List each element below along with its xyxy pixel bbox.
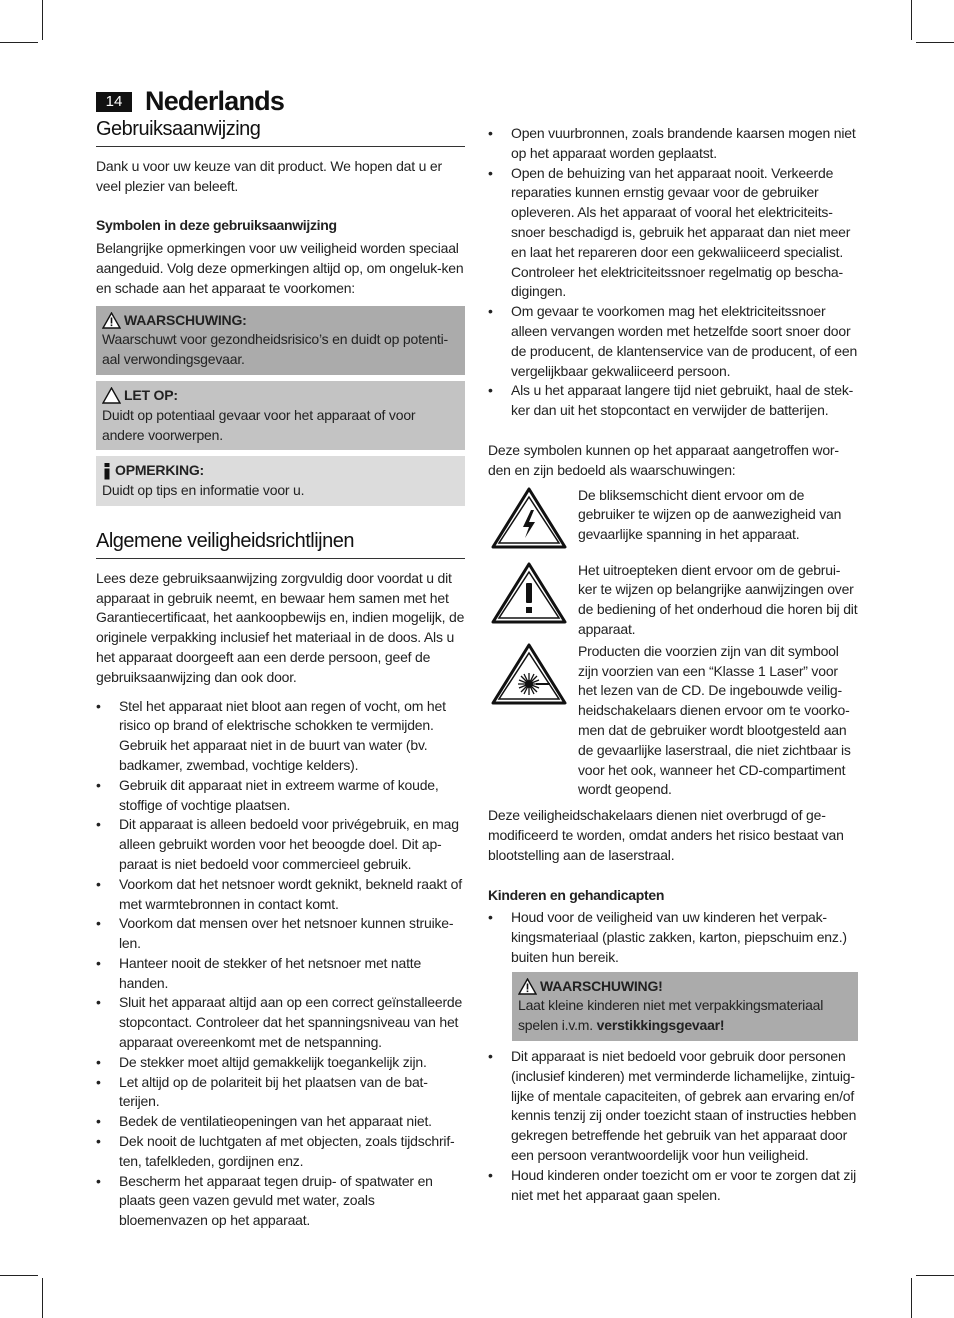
bullet: •	[96, 816, 101, 833]
list-item: • Open de behuizing van het apparaat nooit. Verkeerde reparaties kunnen ernstig gevaar voor de gebruiker opleveren. Als het apparaat of vooral het elektriciteits-snoer beschadigd is, gebruik het apparaat dan niet meer en laat het repareren door een gekwaliiceerd specialist. Controleer het elektriciteitssnoer regelmatig op bescha-digingen.	[488, 164, 851, 300]
bullet: •	[96, 1073, 101, 1090]
list-item: • Bedek de ventilatieopeningen van het apparaat niet.	[96, 1112, 465, 1132]
warning-text: Laat kleine kinderen niet met verpakkingsmateriaal spelen i.v.m. verstikkingsgevaar!	[518, 997, 824, 1034]
bullet: •	[488, 1166, 493, 1183]
crop-mark	[0, 1275, 38, 1276]
lightning-warning-icon	[490, 486, 568, 550]
warning-triangle-icon	[518, 978, 537, 995]
children-list	[488, 908, 858, 967]
subheading: Symbolen in deze gebruiksaanwijzing	[96, 217, 337, 234]
crop-mark	[916, 42, 954, 43]
crop-mark	[42, 1278, 43, 1318]
bullet: •	[488, 382, 493, 399]
list-item: • Stel het apparaat niet bloot aan regen of vocht, om het risico op brand of elektrische schokken te vermijden. Gebruik het apparaat niet in de buurt van water (bv. badkamer, zwembad, vochtige kelders).	[96, 697, 446, 773]
bullet: •	[488, 909, 493, 926]
caution-box	[96, 381, 465, 450]
list-item: • Als u het apparaat langere tijd niet gebruikt, haal de stek-ker dan uit het stopcontact en verwijder de batterijen.	[488, 382, 854, 419]
paragraph: Belangrijke opmerkingen voor uw veiligheid worden speciaal aangeduid. Volg deze opmerkingen altijd op, om ongeluk-ken en schade aan het apparaat te voorkomen:	[96, 240, 464, 296]
bullet: •	[96, 776, 101, 793]
section-title: Algemene veiligheidsrichtlijnen	[96, 532, 465, 559]
bullet: •	[488, 1048, 493, 1065]
note-title: OPMERKING:	[115, 462, 205, 479]
list-item: • De stekker moet altijd gemakkelijk toegankelijk zijn.	[96, 1053, 465, 1073]
list-item: • Houd voor de veiligheid van uw kinderen het verpak-kingsmateriaal (plastic zakken, karton, piepschuim enz.) buiten hun bereik.	[488, 909, 847, 965]
warning-box	[96, 306, 465, 375]
symbol-row	[488, 642, 858, 800]
children-list-continued	[488, 1047, 858, 1205]
list-item: • Dek nooit de luchtgaten af met objecten, zoals tijdschrif-ten, tafelkleden, gordijnen enz.	[96, 1133, 455, 1169]
note-text: Duidt op tips en informatie voor u.	[102, 482, 305, 499]
list-item: • Houd kinderen onder toezicht om er voor te zorgen dat zij niet met het apparaat gaan spelen.	[488, 1166, 857, 1203]
caution-triangle-icon	[102, 387, 121, 404]
list-item: • Open vuurbronnen, zoals brandende kaarsen mogen niet op het apparaat worden geplaatst.	[488, 125, 856, 161]
crop-mark	[916, 1275, 954, 1276]
symbol-row	[488, 486, 858, 550]
list-item: • Om gevaar te voorkomen mag het elektriciteitssnoer alleen vervangen worden met hetzelfde soort snoer door de producent, de klantenservice van de producent, of een vergelijkbaar gekwaliiceerd persoon.	[488, 303, 858, 379]
bullet: •	[96, 954, 101, 971]
section-title: Gebruiksaanwijzing	[96, 120, 465, 147]
symbol-description: Het uitroepteken dient ervoor om de gebrui-ker te wijzen op belangrijke aanwijzingen over de bediening of het onderhoud die horen bij dit apparaat.	[578, 561, 858, 637]
left-column	[96, 120, 465, 1231]
warning-title: WAARSCHUWING:	[124, 311, 247, 328]
paragraph: Deze symbolen kunnen op het apparaat aangetroffen wor-den en zijn bedoeld als waarschuwingen:	[488, 441, 839, 478]
crop-mark	[0, 42, 38, 43]
bullet: •	[96, 915, 101, 932]
list-item: • Dit apparaat is niet bedoeld voor gebruik door personen (inclusief kinderen) met verminderde lichamelijke, zintuig-lijke of mentale capaciteiten, of gebrek aan ervaring en/of kennis tenzij zij onder toezicht staan of instructies hebben gekregen betreffende het gebruik van het apparaat door een persoon verantwoordelijk voor hun veiligheid.	[488, 1048, 857, 1164]
symbol-row	[488, 561, 858, 640]
bullet: •	[488, 125, 493, 141]
list-item: • Voorkom dat mensen over het netsnoer kunnen struike-len.	[96, 915, 454, 952]
list-item: • Dit apparaat is alleen bedoeld voor privégebruik, en mag alleen gebruikt worden voor het beoogde doel. Dit ap-paraat is niet bedoeld voor commercieel gebruik.	[96, 816, 459, 872]
page-number: 14	[96, 92, 132, 112]
list-item: • Gebruik dit apparaat niet in extreem warme of koude, stoffige of vochtige plaatsen.	[96, 776, 439, 813]
list-item: • Voorkom dat het netsnoer wordt geknikt, bekneld raakt of met warmtebronnen in contact komt.	[96, 875, 462, 912]
bullet: •	[488, 164, 493, 181]
warning-text: Waarschuwt voor gezondheidsrisico’s en duidt op potenti-aal verwondingsgevaar.	[102, 331, 448, 368]
safety-list	[96, 697, 465, 1232]
laser-warning-icon	[490, 642, 568, 706]
note-box	[96, 456, 465, 506]
page-language-title: Nederlands	[145, 86, 285, 116]
children-warning-box	[512, 972, 858, 1041]
crop-mark	[42, 0, 43, 40]
warning-triangle-icon	[102, 312, 121, 329]
list-item: • Hanteer nooit de stekker of het netsnoer met natte handen.	[96, 954, 422, 991]
exclamation-warning-icon	[490, 561, 568, 625]
right-column	[488, 124, 858, 1205]
intro-text: Dank u voor uw keuze van dit product. We hopen dat u er veel plezier van beleeft.	[96, 157, 442, 194]
symbol-description: De bliksemschicht dient ervoor om de gebruiker te wijzen op de aanwezigheid van gevaarlijke spanning in het apparaat.	[578, 486, 842, 543]
symbol-description: Producten die voorzien zijn van dit symbool zijn voorzien van een “Klasse 1 Laser” voor het lezen van de CD. De ingebouwde veilig-heidschakelaars dienen ervoor om te voorko-men dat de gebruiker wordt blootgesteld aan de gevaarlijke laserstraal, die niet zichtbaar is voor het ook, wanneer het CD-compartiment wordt geopend.	[578, 642, 851, 798]
bullet: •	[96, 1113, 101, 1130]
crop-mark	[911, 1278, 912, 1318]
bullet: •	[96, 1053, 101, 1070]
warning-title: WAARSCHUWING!	[540, 977, 663, 994]
caution-text: Duidt op potentiaal gevaar voor het apparaat of voor andere voorwerpen.	[102, 406, 416, 443]
paragraph: Lees deze gebruiksaanwijzing zorgvuldig door voordat u dit apparaat in gebruik neemt, en bewaar hem samen met het Garantiecertificaat, het aankoopbewijs en, indien mogelijk, de originele verpakking inclusief het materiaal in de doos. Als u het apparaat doorgeeft aan een derde persoon, geef de gebruiksaanwijzing dan ook door.	[96, 569, 465, 685]
bullet: •	[96, 1133, 101, 1150]
list-item: • Let altijd op de polariteit bij het plaatsen van de bat-terijen.	[96, 1073, 428, 1110]
bullet: •	[96, 697, 101, 714]
bullet: •	[96, 875, 101, 892]
bullet: •	[96, 994, 101, 1011]
bullet: •	[96, 1172, 101, 1189]
warning-emphasis: verstikkingsgevaar!	[596, 1017, 725, 1034]
safety-list-continued	[488, 124, 858, 421]
subheading: Kinderen en gehandicapten	[488, 886, 665, 903]
list-item: • Sluit het apparaat altijd aan op een correct geïnstalleerde stopcontact. Controleer dat het spanningsniveau van het apparaat overeenkomt met de netspanning.	[96, 994, 463, 1051]
crop-mark	[911, 0, 912, 40]
caution-title: LET OP:	[124, 386, 178, 403]
info-icon	[102, 462, 112, 481]
bullet: •	[488, 303, 493, 320]
list-item: • Bescherm het apparaat tegen druip- of spatwater en plaats geen vazen gevuld met water, zoals bloemenvazen op het apparaat.	[96, 1172, 433, 1229]
paragraph: Deze veiligheidschakelaars dienen niet overbrugd of ge-modificeerd te worden, omdat anders het risico bestaat van blootstelling aan de laserstraal.	[488, 807, 844, 863]
